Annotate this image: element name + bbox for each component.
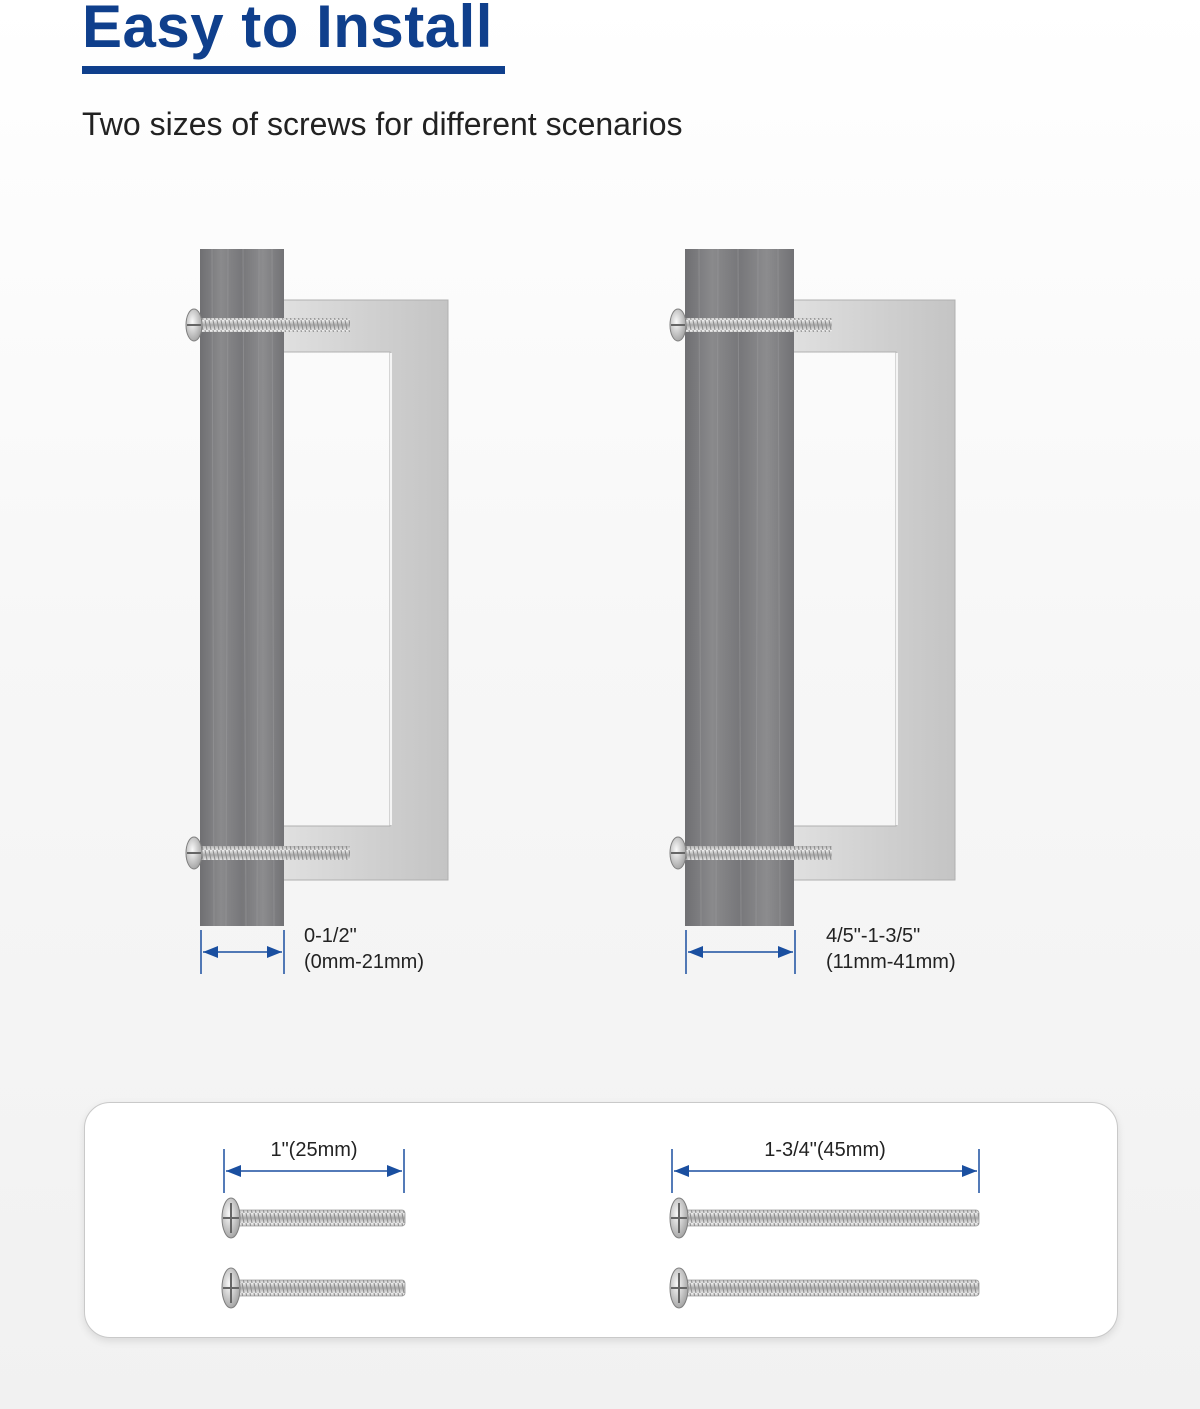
short-screw-2 <box>222 1268 405 1308</box>
screw-sizes-panel <box>84 1102 1118 1338</box>
long-screw-1 <box>670 1198 979 1238</box>
long-screw-2 <box>670 1268 979 1308</box>
thickness-label-left <box>304 923 424 975</box>
thickness-inch-left: 0-1/2" <box>304 925 357 947</box>
short-screw-length-label: 1"(25mm) <box>270 1139 358 1161</box>
page-subtitle: Two sizes of screws for different scenarios <box>82 106 683 142</box>
thickness-dimension-left <box>201 930 284 974</box>
thickness-mm-right: (11mm-41mm) <box>826 951 956 973</box>
thickness-dimension-right <box>686 930 795 974</box>
handle-right <box>780 300 955 880</box>
page-title: Easy to Install <box>82 0 493 60</box>
thickness-inch-right: 4/5"-1-3/5" <box>826 925 921 947</box>
install-thick-door <box>670 249 955 974</box>
thickness-label-right <box>826 923 956 975</box>
handle-left <box>270 300 448 880</box>
screw-sizes-diagram <box>85 1103 1117 1337</box>
install-thin-door <box>186 249 448 974</box>
short-screw-1 <box>222 1198 405 1238</box>
thickness-mm-left: (0mm-21mm) <box>304 951 424 973</box>
long-screw-length-label: 1-3/4"(45mm) <box>764 1139 886 1161</box>
